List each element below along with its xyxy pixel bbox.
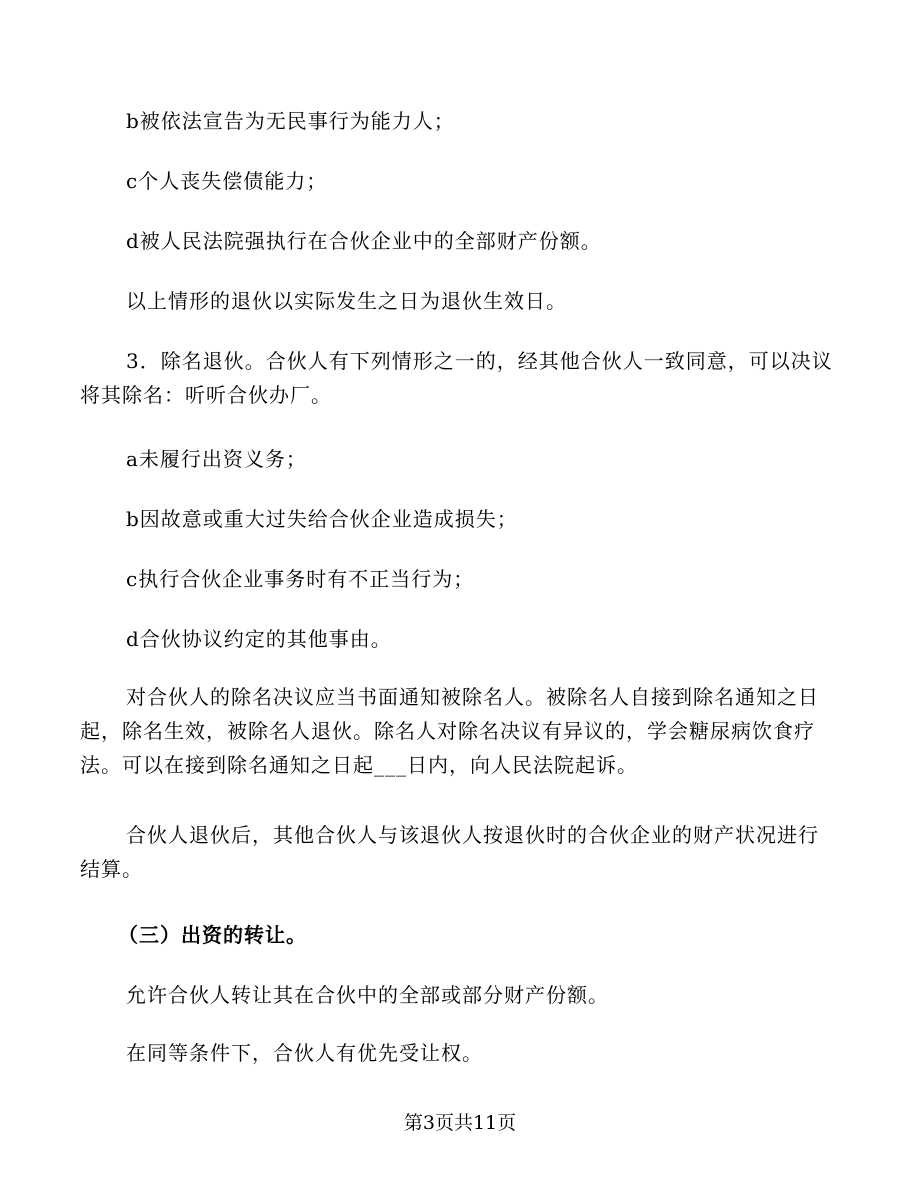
paragraph-item-d-enforcement: d被人民法院强执行在合伙企业中的全部财产份额。 [126, 229, 602, 253]
paragraph-transfer-allowed: 允许合伙人转让其在合伙中的全部或部分财产份额。 [126, 983, 609, 1007]
page-number-footer: 第3页共11页 [403, 1112, 517, 1134]
paragraph-item-c-insolvency: c个人丧失偿债能力； [126, 169, 328, 193]
paragraph-expulsion-notice: 对合伙人的除名决议应当书面通知被除名人。被除名人自接到除名通知之日 起，除名生效，被除名人退伙。除名人对除名决议有异议的，学会糖尿病饮食疗 法。可以在接到除名通知之日起___日内，向人民法院起诉。 [80, 685, 819, 777]
paragraph-item-b-incapacity: b被依法宣告为无民事行为能力人； [126, 109, 455, 133]
paragraph-preemptive-right: 在同等条件下，合伙人有优先受让权。 [126, 1041, 483, 1065]
section-heading-capital-transfer: （三）出资的转让。 [118, 923, 307, 947]
paragraph-expulsion-heading: 3．除名退伙。合伙人有下列情形之一的，经其他合伙人一致同意，可以决议 将其除名：听听合伙办厂。 [80, 349, 833, 407]
paragraph-item-a-capital: a未履行出资义务； [126, 447, 307, 471]
paragraph-item-c-misconduct: c执行合伙企业事务时有不正当行为； [126, 567, 475, 591]
paragraph-withdrawal-effective-date: 以上情形的退伙以实际发生之日为退伙生效日。 [126, 289, 567, 313]
paragraph-item-b-negligence: b因故意或重大过失给合伙企业造成损失； [126, 507, 518, 531]
paragraph-item-d-other: d合伙协议约定的其他事由。 [126, 627, 392, 651]
paragraph-settlement: 合伙人退伙后，其他合伙人与该退伙人按退伙时的合伙企业的财产状况进行 结算。 [80, 823, 819, 881]
